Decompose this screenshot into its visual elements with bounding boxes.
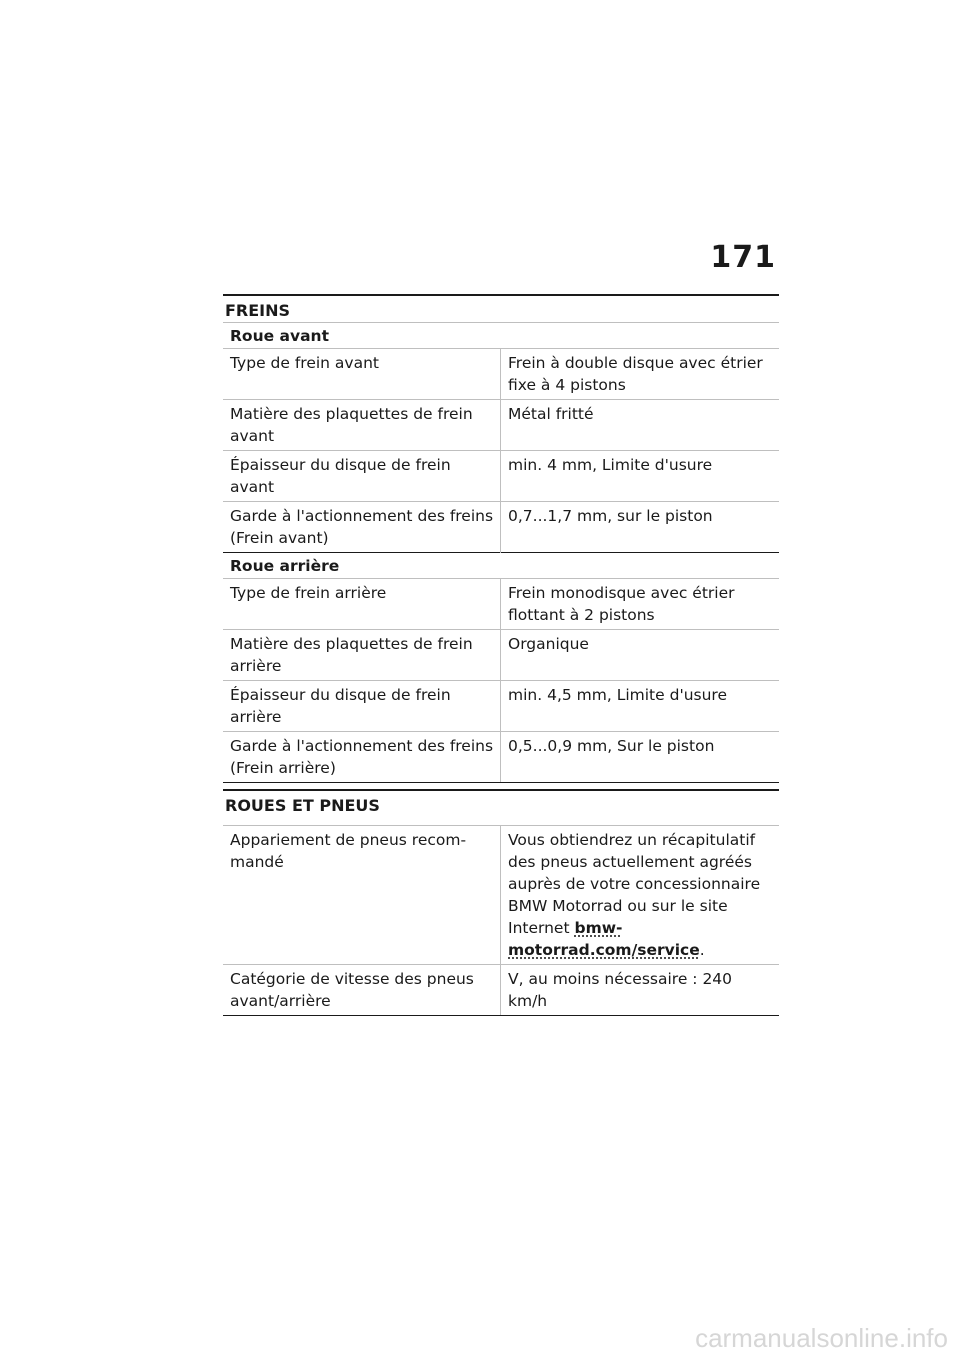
row-value: 0,5...0,9 mm, Sur le piston [501, 732, 780, 783]
link-suffix: . [699, 941, 705, 959]
row-label: Épaisseur du disque de frein arrière [223, 681, 501, 732]
brakes-title: FREINS [225, 301, 291, 320]
brakes-section [223, 294, 779, 783]
page-number: 171 [710, 240, 776, 275]
row-label: Type de frein arrière [223, 579, 501, 630]
row-label: Appariement de pneus recom-mandé [223, 826, 501, 965]
wheels-table [223, 825, 779, 1016]
table-row [223, 732, 779, 783]
row-value [501, 826, 780, 965]
service-link[interactable]: bmw-motorrad.com/service [508, 919, 700, 959]
table-row [223, 630, 779, 681]
front-wheel-group [223, 323, 779, 349]
row-label: Épaisseur du disque de frein avant [223, 451, 501, 502]
row-label: Garde à l'actionnement des freins (Frein avant) [223, 502, 501, 553]
table-row [223, 349, 779, 400]
watermark: carmanualsonline.info [695, 1323, 948, 1353]
row-value: V, au moins nécessaire : 240 km/h [501, 965, 780, 1016]
row-label: Matière des plaquettes de frein avant [223, 400, 501, 451]
row-value: Organique [501, 630, 780, 681]
table-row [223, 400, 779, 451]
table-row [223, 826, 779, 965]
front-wheel-heading: Roue avant [223, 323, 779, 349]
row-value: min. 4,5 mm, Limite d'usure [501, 681, 780, 732]
table-row [223, 579, 779, 630]
row-label: Matière des plaquettes de frein arrière [223, 630, 501, 681]
row-value: min. 4 mm, Limite d'usure [501, 451, 780, 502]
table-row [223, 451, 779, 502]
brakes-table [223, 322, 779, 783]
row-value: Frein monodisque avec étrier flottant à 2 pistons [501, 579, 780, 630]
row-value: Métal fritté [501, 400, 780, 451]
tire-pairing-text: Vous obtiendrez un récapitulatif des pneus actuellement agréés auprès de votre concessionnaire BMW Motorrad ou sur le site Internet [508, 831, 761, 937]
table-row [223, 502, 779, 553]
row-label: Garde à l'actionnement des freins (Frein arrière) [223, 732, 501, 783]
wheels-title: ROUES ET PNEUS [225, 796, 380, 815]
table-row [223, 681, 779, 732]
row-label: Catégorie de vitesse des pneus avant/arrière [223, 965, 501, 1016]
rear-wheel-group [223, 553, 779, 579]
table-row [223, 965, 779, 1016]
row-value: 0,7...1,7 mm, sur le piston [501, 502, 780, 553]
rear-wheel-heading: Roue arrière [223, 553, 779, 579]
row-value: Frein à double disque avec étrier fixe à 4 pistons [501, 349, 780, 400]
wheels-section [223, 789, 779, 1016]
row-label: Type de frein avant [223, 349, 501, 400]
